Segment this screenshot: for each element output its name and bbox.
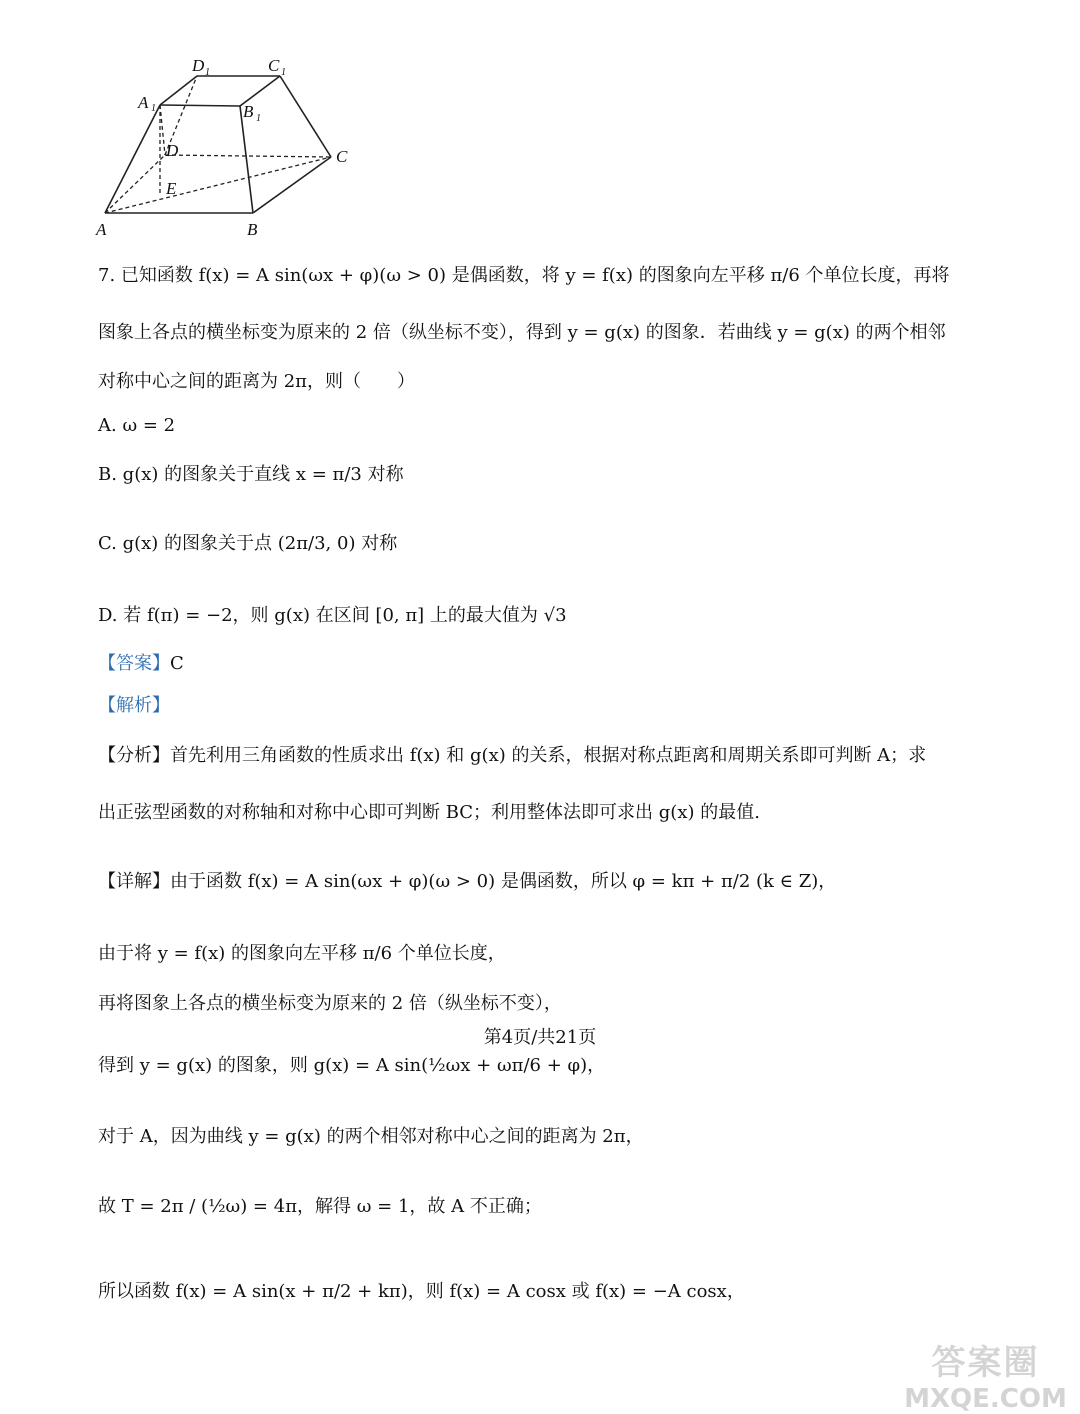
vertex-label-a1: A — [138, 93, 149, 112]
vertex-label-c: C — [336, 147, 348, 166]
fenxi-line-1 — [98, 744, 926, 768]
frustum-figure — [0, 0, 400, 245]
watermark-line-1: 答案圈 — [931, 1343, 1040, 1383]
detail-line-3: 再将图象上各点的横坐标变为原来的 2 倍（纵坐标不变）， — [98, 993, 562, 1014]
vertex-label-e: E — [166, 179, 177, 198]
subscript-d1: 1 — [205, 67, 210, 78]
watermark-logo — [898, 1335, 1073, 1414]
detail-line-4: 得到 y = g(x) 的图象，则 g(x) = A sin(½ωx + ωπ/6 + φ)， — [98, 1055, 606, 1076]
option-d: D. 若 f(π) = −2，则 g(x) 在区间 [0, π] 上的最大值为 √3 — [98, 605, 567, 626]
answer-tag: 【答案】 — [98, 653, 170, 674]
analysis-line — [98, 694, 170, 718]
answer-line — [98, 652, 184, 676]
fenxi-line-2: 出正弦型函数的对称轴和对称中心即可判断 BC；利用整体法即可求出 g(x) 的最值. — [98, 802, 760, 823]
question-line-1: 7. 已知函数 f(x) = A sin(ωx + φ)(ω > 0) 是偶函数，将 y = f(x) 的图象向左平移 π/6 个单位长度，再将 — [98, 265, 950, 286]
fenxi-tag: 【分析】 — [98, 745, 170, 766]
analysis-tag: 【解析】 — [98, 695, 170, 716]
subscript-b1: 1 — [256, 113, 261, 124]
detail-line-2: 由于将 y = f(x) 的图象向左平移 π/6 个单位长度， — [98, 943, 506, 964]
fenxi-text-1: 首先利用三角函数的性质求出 f(x) 和 g(x) 的关系，根据对称点距离和周期关系即可判断 A；求 — [170, 745, 927, 766]
option-b: B. g(x) 的图象关于直线 x = π/3 对称 — [98, 464, 404, 485]
page-footer: 第4页/共21页 — [483, 1027, 597, 1048]
option-c: C. g(x) 的图象关于点 (2π/3, 0) 对称 — [98, 533, 398, 554]
detail-text-1: 由于函数 f(x) = A sin(ωx + φ)(ω > 0) 是偶函数，所以 φ = kπ + π/2 (k ∈ Z)， — [170, 871, 837, 892]
vertex-label-b1: B — [243, 102, 254, 121]
vertex-label-d1: D — [192, 56, 205, 75]
vertex-label-b: B — [247, 220, 258, 239]
question-line-2: 图象上各点的横坐标变为原来的 2 倍（纵坐标不变），得到 y = g(x) 的图象．若曲线 y = g(x) 的两个相邻 — [98, 322, 946, 343]
vertex-label-c1: C — [268, 56, 280, 75]
option-a: A. ω = 2 — [98, 415, 176, 436]
subscript-c1: 1 — [281, 67, 286, 78]
question-line-3: 对称中心之间的距离为 2π，则（ ） — [98, 371, 416, 392]
vertex-label-d: D — [166, 141, 179, 160]
vertex-label-a: A — [96, 220, 107, 239]
detail-tag: 【详解】 — [98, 871, 170, 892]
watermark-line-2: MXQE.COM — [904, 1384, 1067, 1414]
detail-line-6: 故 T = 2π / (½ω) = 4π，解得 ω = 1，故 A 不正确； — [98, 1196, 542, 1217]
detail-line-7: 所以函数 f(x) = A sin(x + π/2 + kπ)，则 f(x) = A cosx 或 f(x) = −A cosx， — [98, 1281, 745, 1302]
subscript-a1: 1 — [151, 103, 156, 114]
detail-line-5: 对于 A，因为曲线 y = g(x) 的两个相邻对称中心之间的距离为 2π， — [98, 1126, 644, 1147]
answer-value: C — [170, 653, 184, 674]
detail-line-1 — [98, 870, 836, 894]
